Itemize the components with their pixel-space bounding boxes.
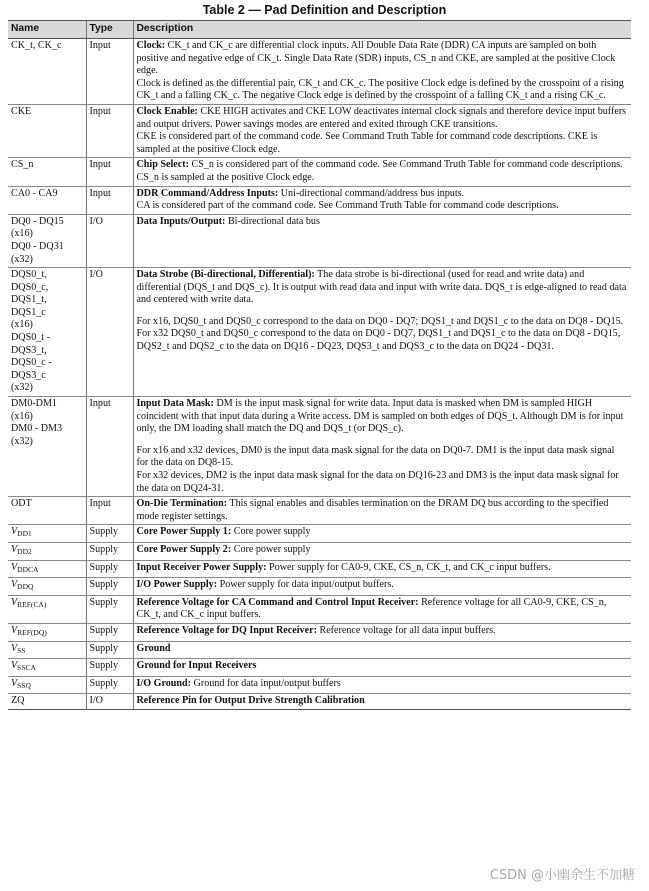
pad-type-cell: I/O [86,694,133,710]
description-paragraph [137,78,628,103]
pad-name-line: (x16) [11,319,33,331]
table-row [8,158,631,186]
description-text: Power supply for data input/output buffers. [219,579,394,591]
description-lead: Reference Pin for Output Drive Strength Calibration [136,695,365,707]
pad-name-cell [8,497,86,525]
pad-name-symbol: V [11,579,18,591]
description-lead: Clock Enable: [136,105,198,117]
description-text: This signal enables and disables termination on the DRAM DQ bus according to the specified mode register settings. [136,498,609,522]
description-text: Reference voltage for all data input buffers. [319,624,496,636]
pad-name-cell [8,560,86,578]
pad-name-line: DM0-DM1 [11,398,57,410]
description-lead: Input Data Mask: [136,398,214,410]
description-text: For x16, DQS0_t and DQS0_c correspond to the data on DQ0 - DQ7; DQS1_t and DQS1_c to the data on DQ8 - DQ15. [136,315,624,327]
table-row [8,525,631,543]
description-paragraph [137,470,628,495]
description-paragraph [137,106,628,131]
description-paragraph [137,172,628,185]
description-text: Core power supply [233,543,311,555]
description-text: Ground for data input/output buffers [193,677,341,689]
pad-description-cell [133,214,631,267]
header-name: Name [8,21,86,39]
header-type: Type [86,21,133,39]
description-text: DM is the input mask signal for write data. Input data is masked when DM is sampled HIGH coincident with that input data during a Write access. DM is sampled on both edges of DQS_t. Although DM is for input only, the DM loading shall match the DQ and DQS_t (or DQS_c). [136,398,624,435]
pad-name-subscript: SSCA [17,663,36,673]
description-lead: Reference Voltage for DQ Input Receiver: [136,624,317,636]
pad-name-line: (x16) [11,228,33,240]
pad-name-cell [8,595,86,623]
description-text: For x32 DQS0_t and DQS0_c correspond to the data on DQ0 - DQ7, DQS1_t and DQS1_c to the data on DQ8 - DQ15, DQS2_t and DQS2_c to the data on DQ16 - DQ23, DQS3_t and DQS3_c to the data on DQ24 - DQ31. [136,328,621,353]
pad-name-line: DQS3_c [11,369,46,381]
pad-type-cell: Input [86,39,133,105]
description-lead: Data Strobe (Bi-directional, Differential): [136,269,315,281]
header-description: Description [133,21,631,39]
pad-description-cell [133,560,631,578]
description-paragraph [137,562,628,575]
pad-description-cell [133,397,631,497]
table-row [8,542,631,560]
description-paragraph [137,328,628,353]
pad-description-cell [133,158,631,186]
pad-name-line: DQS1_t, [11,294,47,306]
description-paragraph [137,40,628,78]
table-row [8,39,631,105]
description-lead: Input Receiver Power Supply: [136,561,267,573]
description-text: Reference voltage for all CA0-9, CKE, CS_n, CK_t, and CK_c input buffers. [136,596,607,621]
pad-name-line: (x32) [11,382,33,394]
description-lead: Clock: [136,40,166,51]
description-paragraph [137,316,628,329]
description-lead: On-Die Termination: [136,498,228,510]
description-paragraph [137,678,628,691]
pad-name-line: DQS3_t, [11,344,47,356]
pad-type-cell: Supply [86,525,133,543]
pad-name-cell [8,397,86,497]
pad-name: ZQ [11,695,25,707]
description-lead: I/O Ground: [136,677,192,689]
pad-name-subscript: REF(CA) [17,599,47,609]
description-text: CKE is considered part of the command code. See Command Truth Table for command code descriptions. CKE is sampled at the positive Clock edge. [136,131,598,155]
pad-description-cell [133,497,631,525]
table-row [8,694,631,710]
description-text: The data strobe is bi-directional (used for read and write data) and differential (DQS_t and DQS_c). It is output with read data and input with write data. DQS_t is edge-aligned to read data and centered with write data. [136,269,627,306]
description-paragraph [137,200,628,213]
description-paragraph [137,398,628,436]
table-row [8,641,631,659]
description-text: CS_n is considered part of the command code. See Command Truth Table for command code descriptions. [191,159,623,171]
description-text: Uni-directional command/address bus inputs. [280,187,465,199]
description-lead: Data Inputs/Output: [136,215,226,227]
pad-name: CK_t, CK_c [11,40,62,51]
pad-name-cell [8,694,86,710]
pad-name-line: DQS1_c [11,306,46,318]
pad-name-subscript: SS [17,645,26,655]
pad-name-cell [8,268,86,397]
pad-type-cell: Supply [86,560,133,578]
table-header-row [8,21,631,39]
paragraph-gap [137,436,628,445]
description-paragraph [137,445,628,470]
pad-type-cell: Supply [86,595,133,623]
pad-name-symbol: V [11,677,18,689]
table-row [8,560,631,578]
description-lead: Ground for Input Receivers [136,660,257,672]
description-paragraph [137,216,628,229]
pad-type-cell: Input [86,186,133,214]
description-lead: DDR Command/Address Inputs: [136,187,279,199]
pad-name-cell [8,525,86,543]
description-lead: Chip Select: [136,159,189,171]
table-title: Table 2 — Pad Definition and Description [202,3,447,17]
pad-name-line: DQS0_c, [11,281,49,293]
pad-description-cell [133,104,631,157]
pad-description-cell [133,694,631,710]
pad-name-symbol: V [11,596,18,608]
pad-name: ODT [11,498,32,510]
pad-type-cell: Supply [86,641,133,659]
pad-name-subscript: SSQ [17,680,31,690]
pad-name-cell [8,542,86,560]
pad-type-cell: Supply [86,542,133,560]
description-lead: Core Power Supply 1: [136,526,232,538]
description-text: CA is considered part of the command code. See Command Truth Table for command code descriptions. [136,200,559,212]
table-row [8,268,631,397]
pad-name-line: DQS0_t - [11,332,50,344]
pad-description-cell [133,641,631,659]
pad-name-symbol: V [11,543,18,555]
pad-name-symbol: V [11,561,18,573]
description-paragraph [137,625,628,638]
description-text: For x16 and x32 devices, DM0 is the input data mask signal for the data on DQ0-7. DM1 is the input data mask signal for the data on DQ8-15. [136,444,615,469]
table-row [8,497,631,525]
description-paragraph [137,660,628,673]
pad-name-cell [8,623,86,641]
table-row [8,104,631,157]
pad-name-cell [8,659,86,677]
description-paragraph [137,269,628,307]
table-row [8,214,631,267]
pad-type-cell: Input [86,497,133,525]
pad-name-cell [8,578,86,596]
description-text: CS_n is sampled at the positive Clock edge. [136,171,315,183]
description-paragraph [137,695,628,708]
description-paragraph [137,526,628,539]
pad-description-cell [133,623,631,641]
pad-type-cell: Supply [86,578,133,596]
pad-description-cell [133,39,631,105]
pad-description-cell [133,542,631,560]
pad-name-symbol: V [11,642,18,654]
pad-type-cell: Supply [86,659,133,677]
table-row [8,623,631,641]
description-paragraph [137,498,628,523]
pad-name-line: DQ0 - DQ31 [11,240,64,252]
pad-name-symbol: V [11,624,18,636]
description-lead: Ground [136,642,171,654]
pad-name-line: DQ0 - DQ15 [11,215,64,227]
pad-name-line: (x32) [11,253,33,265]
table-row [8,659,631,677]
pad-type-cell: Input [86,104,133,157]
pad-name-subscript: DD2 [17,546,32,556]
pad-description-cell [133,659,631,677]
pad-description-cell [133,525,631,543]
pad-description-cell [133,268,631,397]
description-paragraph [137,544,628,557]
pad-definition-table [8,20,631,710]
table-row [8,578,631,596]
pad-name-cell [8,186,86,214]
pad-name-cell [8,39,86,105]
description-paragraph [137,643,628,656]
pad-description-cell [133,676,631,694]
table-row [8,595,631,623]
pad-name-cell [8,104,86,157]
pad-name-line: DQS0_c - [11,357,52,369]
table-row [8,397,631,497]
description-text: Power supply for CA0-9, CKE, CS_n, CK_t, and CK_c input buffers. [269,561,551,573]
description-lead: Core Power Supply 2: [136,543,232,555]
pad-type-cell: I/O [86,214,133,267]
pad-name: CS_n [11,159,34,171]
description-text: CKE HIGH activates and CKE LOW deactivates internal clock signals and therefore device input buffers and output drivers. Power savings modes are entered and exited through CKE transitions. [136,105,627,130]
table-row [8,186,631,214]
pad-name-cell [8,641,86,659]
pad-name-line: DQS0_t, [11,269,47,281]
table-row [8,676,631,694]
description-text: Core power supply [233,526,311,538]
description-text: Bi-directional data bus [227,215,320,227]
pad-name-line: (x32) [11,435,33,447]
pad-name-line: DM0 - DM3 [11,423,63,435]
pad-type-cell: Input [86,158,133,186]
description-text: Clock is defined as the differential pair, CK_t and CK_c. The positive Clock edge is defined by the crosspoint of a rising CK_t and a falling CK_c. The negative Clock edge is defined by the crosspoint of a falling CK_t and a rising CK_c. [136,77,624,102]
pad-name-line: (x16) [11,410,33,422]
pad-name-subscript: REF(DQ) [17,627,47,637]
pad-name-symbol: V [11,526,18,538]
description-text: For x32 devices, DM2 is the input data mask signal for the data on DQ16-23 and DM3 is the input data mask signal for the data on DQ24-31. [136,470,619,494]
pad-name-cell [8,676,86,694]
description-paragraph [137,131,628,156]
pad-name-cell [8,214,86,267]
pad-type-cell: I/O [86,268,133,397]
pad-type-cell: Supply [86,676,133,694]
pad-description-cell [133,186,631,214]
pad-type-cell: Supply [86,623,133,641]
pad-name: CA0 - CA9 [11,187,58,199]
pad-description-cell [133,595,631,623]
pad-description-cell [133,578,631,596]
description-paragraph [137,597,628,622]
table-body [8,39,631,710]
description-paragraph [137,579,628,592]
pad-name-subscript: DD1 [17,529,32,539]
pad-name-symbol: V [11,660,18,672]
pad-type-cell: Input [86,397,133,497]
description-paragraph [137,188,628,201]
pad-name: CKE [11,105,32,117]
pad-name-subscript: DDCA [17,564,39,574]
paragraph-gap [137,307,628,316]
description-paragraph [137,159,628,172]
pad-name-subscript: DDQ [17,582,34,592]
pad-name-cell [8,158,86,186]
description-text: CK_t and CK_c are differential clock inputs. All Double Data Rate (DDR) CA inputs are sampled on both positive and negative edge of CK_t. Single Data Rate (SDR) inputs, CS_n and CKE, are sampled at the positive Clock edge. [136,40,616,77]
description-lead: Reference Voltage for CA Command and Control Input Receiver: [136,596,419,608]
description-lead: I/O Power Supply: [136,579,218,591]
watermark: CSDN @小幽余生不加糖 [489,868,635,883]
